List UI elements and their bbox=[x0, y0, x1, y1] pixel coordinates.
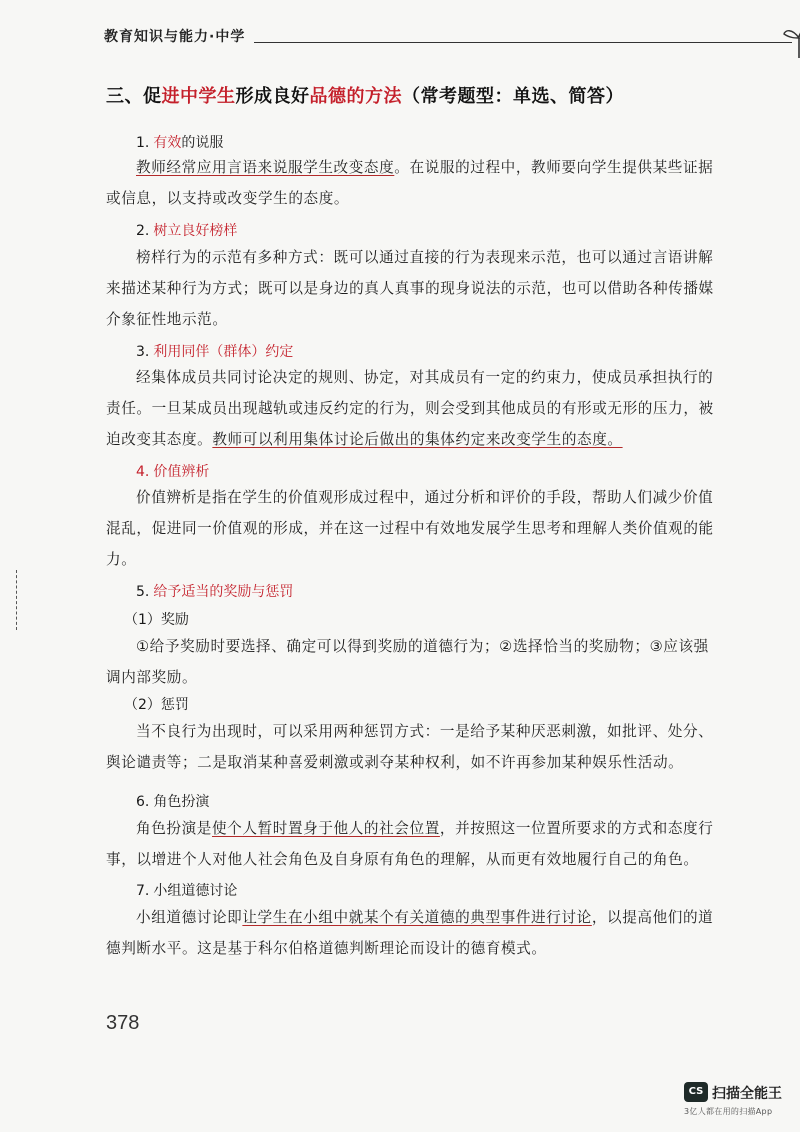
item-number: 4. bbox=[136, 464, 150, 480]
section-title-highlight-2: 品德的方法 bbox=[309, 86, 402, 107]
running-header bbox=[104, 20, 714, 60]
scanner-app-name: 扫描全能王 bbox=[712, 1086, 782, 1102]
underlined-text: 教师可以利用集体讨论后做出的集体约定来改变学生的态度。 bbox=[212, 431, 623, 448]
item-label-highlight: 树立良好榜样 bbox=[153, 223, 238, 239]
punishment-paragraph: 当不良行为出现时，可以采用两种惩罚方式：一是给予某种厌恶刺激，如批评、处分、舆论谴责等；二是取消某种喜爱刺激或剥夺某种权利，如不许再参加某种娱乐性活动。 bbox=[106, 723, 714, 771]
header-title: 教育知识与能力·中学 bbox=[104, 29, 246, 45]
item-label-highlight: 利用同伴（群体）约定 bbox=[153, 344, 294, 360]
underlined-text: 使个人暂时置身于他人的社会位置 bbox=[211, 820, 440, 837]
paragraph-text: 角色扮演是 bbox=[136, 820, 212, 837]
item-label: 角色扮演 bbox=[153, 794, 210, 810]
item-3-paragraph bbox=[106, 362, 716, 455]
section-title-highlight-1: 进中学生 bbox=[161, 86, 236, 107]
item-label-tail: 的说服 bbox=[181, 135, 224, 151]
header-rule bbox=[254, 42, 792, 43]
subitem-punishment-heading: （2）惩罚 bbox=[124, 697, 189, 713]
scanner-watermark bbox=[684, 1082, 794, 1126]
item-7-heading bbox=[136, 880, 237, 900]
item-number: 7. bbox=[136, 883, 150, 899]
paragraph-text: ，以提高他们的道德判断水平。这是基于科尔伯格道德判断理论而设计的德育模式。 bbox=[106, 909, 714, 957]
item-4-heading bbox=[136, 461, 209, 481]
item-label: 小组道德讨论 bbox=[153, 883, 238, 899]
scanner-tagline: 3亿人都在用的扫描App bbox=[684, 1107, 773, 1116]
item-2-heading bbox=[136, 220, 237, 240]
sprout-icon bbox=[782, 20, 800, 60]
item-label-highlight: 给予适当的奖励与惩罚 bbox=[153, 584, 294, 600]
margin-binding-mark bbox=[16, 570, 17, 630]
paragraph-text: 经集体成员共同讨论决定的规则、协定，对其成员有一定的约束力，使成员承担执行的责任。一旦某成员出现越轨或违反约定的行为，则会受到其他成员的有形或无形的压力，被迫改变其态度。 bbox=[106, 369, 714, 448]
item-2-paragraph: 榜样行为的示范有多种方式：既可以通过直接的行为表现来示范，也可以通过言语讲解来描述某种行为方式；既可以是身边的真人真事的现身说法的示范，也可以借助各种传播媒介象征性地示范。 bbox=[106, 249, 714, 328]
section-title bbox=[106, 82, 624, 108]
reward-paragraph: ①给予奖励时要选择、确定可以得到奖励的道德行为；②选择恰当的奖励物；③应该强调内部奖励。 bbox=[106, 638, 709, 686]
item-number: 1. bbox=[136, 135, 150, 151]
item-number: 5. bbox=[136, 584, 150, 600]
page-number: 378 bbox=[106, 1012, 140, 1034]
section-title-question-types: （常考题型：单选、简答） bbox=[402, 86, 624, 107]
item-1-heading bbox=[136, 132, 223, 152]
item-7-paragraph bbox=[106, 902, 716, 964]
item-number: 2. bbox=[136, 223, 150, 239]
section-title-mid: 形成良好 bbox=[235, 86, 310, 107]
item-number: 3. bbox=[136, 344, 150, 360]
item-3-heading bbox=[136, 341, 293, 361]
item-4-paragraph: 价值辨析是指在学生的价值观形成过程中，通过分析和评价的手段，帮助人们减少价值混乱，促进同一价值观的形成，并在这一过程中有效地发展学生思考和理解人类价值观的能力。 bbox=[106, 489, 714, 568]
item-5-heading bbox=[136, 581, 293, 601]
item-number: 6. bbox=[136, 794, 150, 810]
underlined-text: 教师经常应用言语来说服学生改变态度 bbox=[136, 159, 395, 176]
paragraph-text: 。在说服的过程中，教师要向学生提供某些证据或信息，以支持或改变学生的态度。 bbox=[106, 159, 714, 207]
item-1-paragraph bbox=[106, 152, 716, 214]
section-title-prefix: 三、促 bbox=[106, 86, 162, 107]
item-6-paragraph bbox=[106, 813, 716, 875]
item-label-highlight: 有效 bbox=[153, 135, 182, 151]
subitem-reward-heading: （1）奖励 bbox=[124, 612, 189, 628]
paragraph-text: 小组道德讨论即 bbox=[136, 909, 243, 926]
item-label-highlight: 价值辨析 bbox=[153, 464, 210, 480]
underlined-text: 让学生在小组中就某个有关道德的典型事件进行讨论 bbox=[242, 909, 592, 926]
scanner-logo-icon: CS bbox=[684, 1082, 708, 1102]
item-6-heading bbox=[136, 791, 209, 811]
paragraph-text: ，并按照这一位置所要求的方式和态度行事，以增进个人对他人社会角色及自身原有角色的理解，从而更有效地履行自己的角色。 bbox=[106, 820, 714, 868]
